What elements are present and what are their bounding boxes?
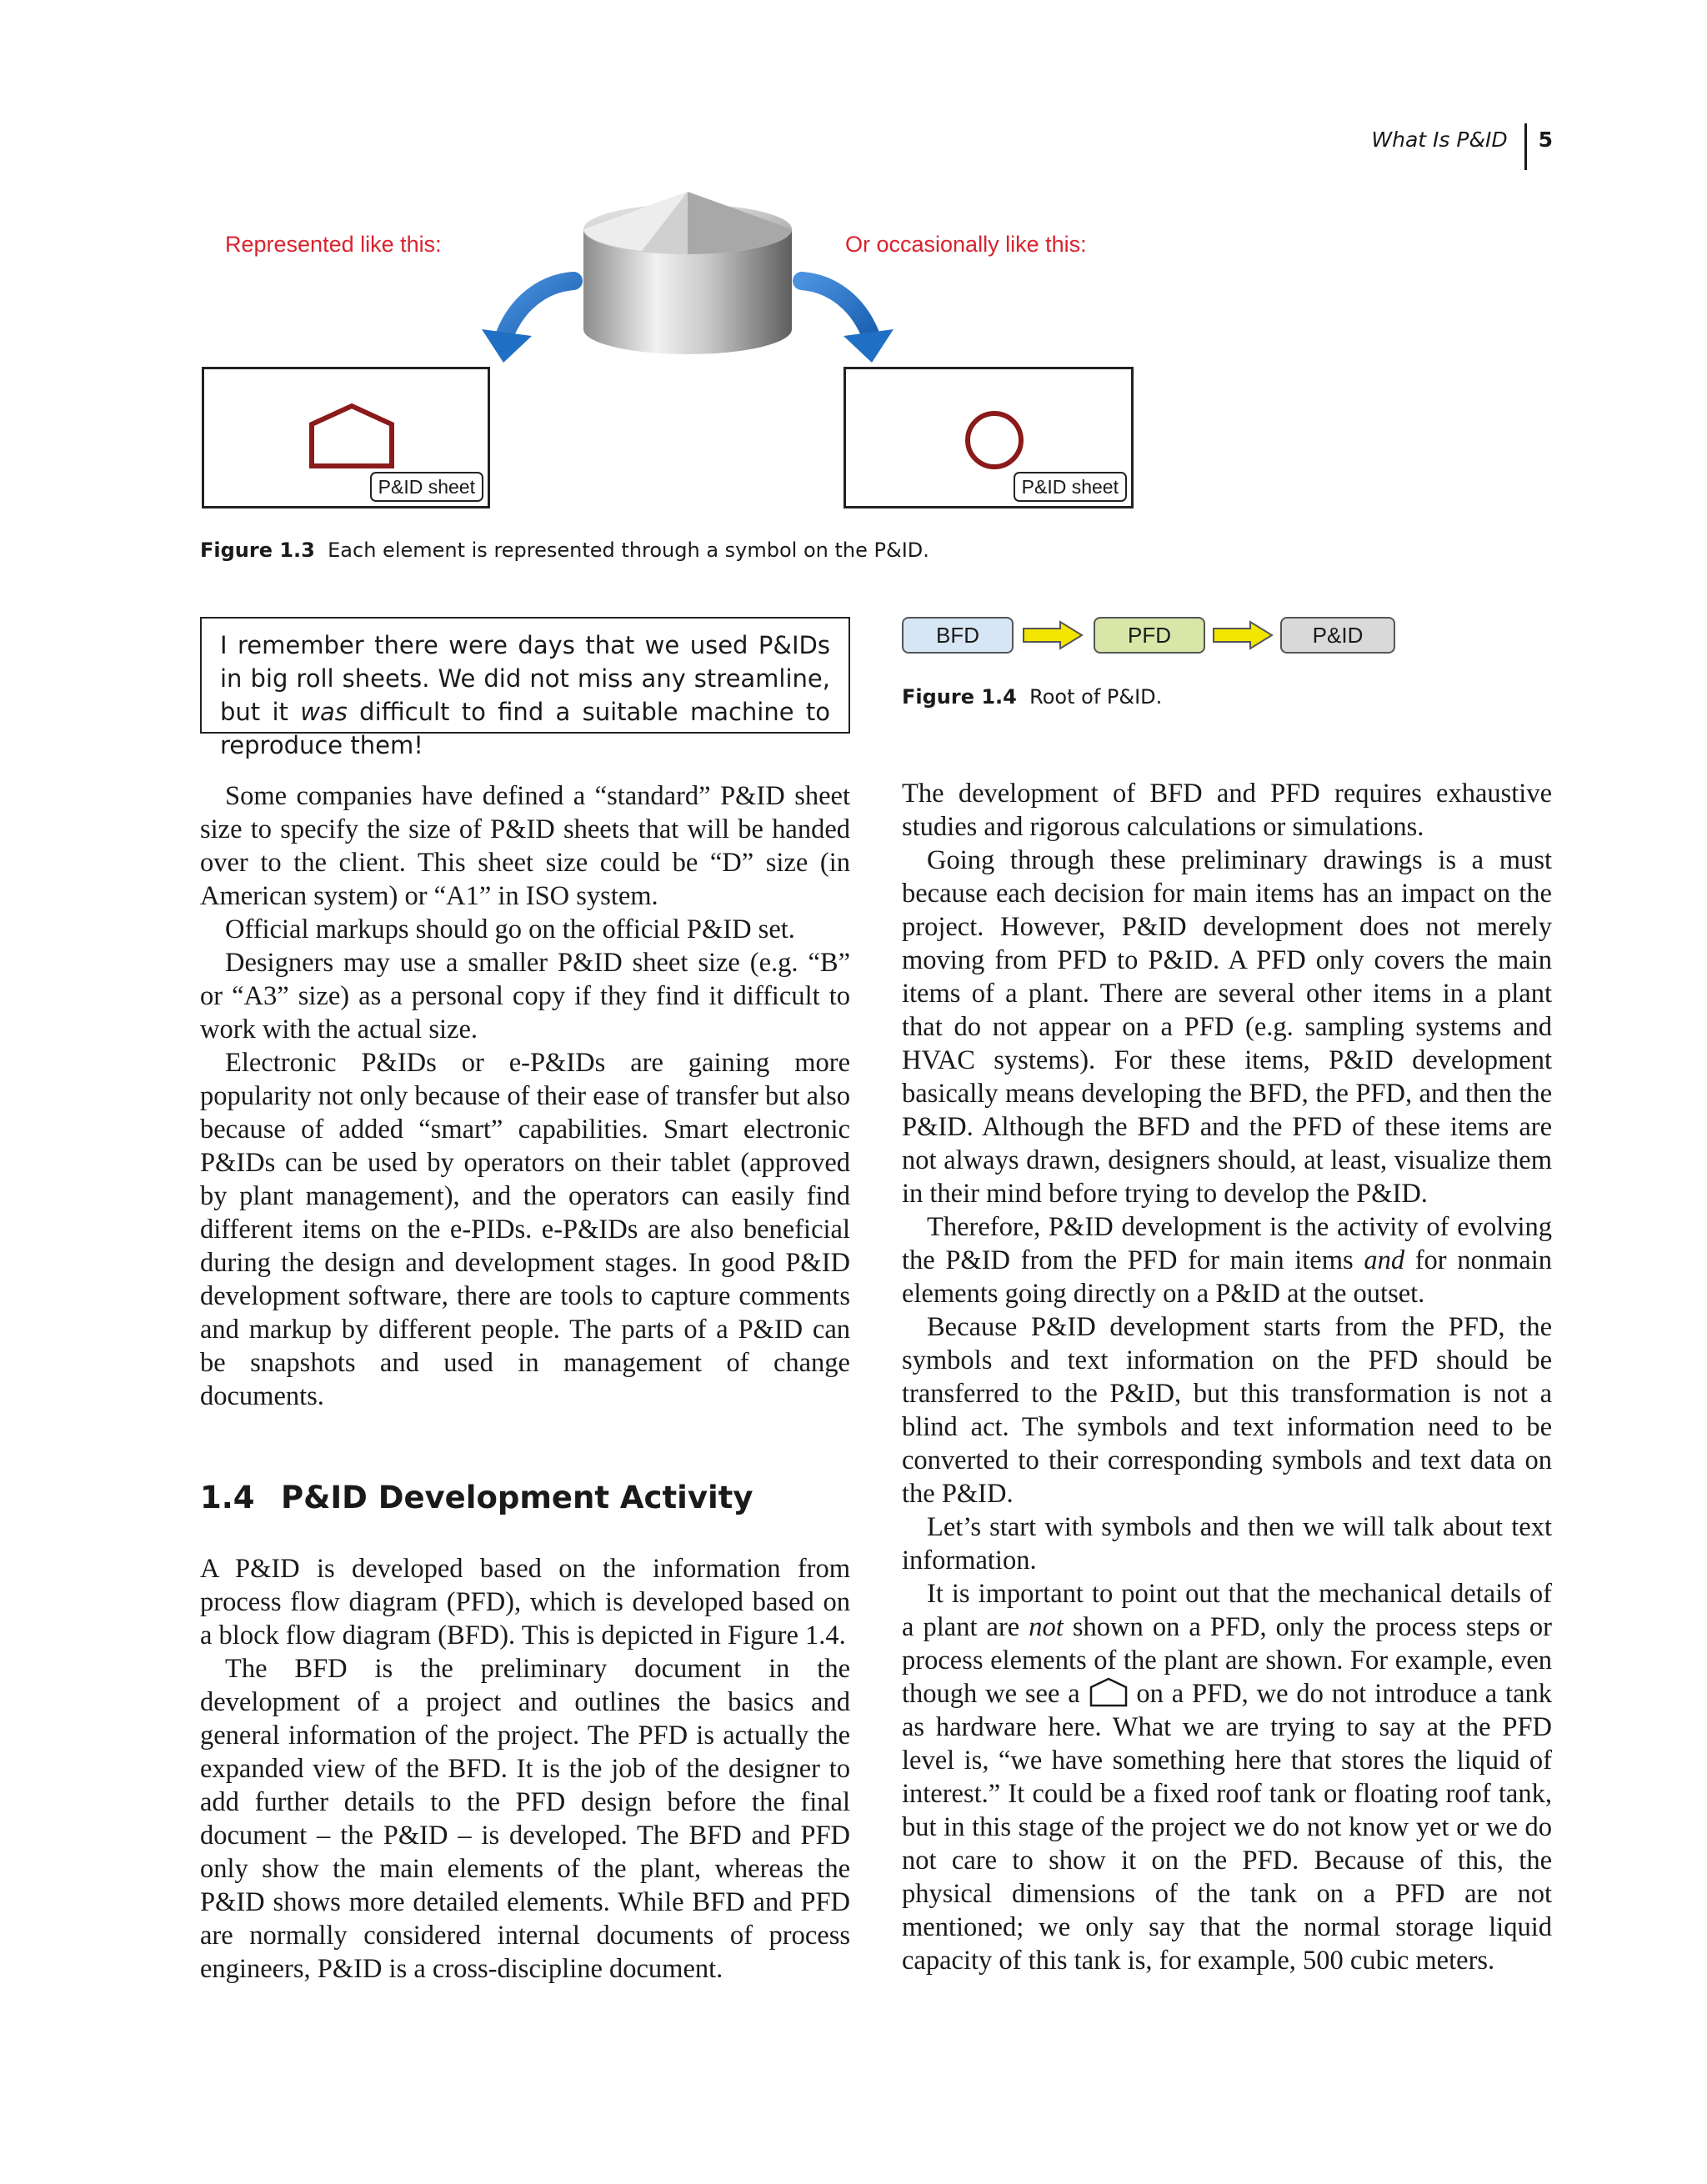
pid-sheet-right [843,367,1134,508]
paragraph: Official markups should go on the official P&ID set. [225,914,795,944]
paragraph [902,1577,1552,1977]
emphasis: not [1029,1612,1064,1642]
flow-box-bfd: BFD [902,617,1014,654]
quote-text: I remember there were days that we used P&IDs in big roll sheets. We did not miss any streamline, but it [220,631,830,726]
caption-text: Root of P&ID. [1029,685,1163,709]
right-column [902,777,1552,1977]
section-number: 1.4 [200,1480,255,1515]
cone-roof-tank-symbol-icon [308,403,396,469]
flow-box-pfd: PFD [1094,617,1205,654]
paragraph-text: shown on a PFD, only the process steps or process elements of the plant are shown. For example, even though we see a [902,1612,1552,1709]
storage-tank-illustration [467,188,900,375]
caption-text: Each element is represented through a symbol on the P&ID. [328,538,929,562]
paragraph: Some companies have defined a “standard” P&ID sheet size to specify the size of P&ID sheets that will be handed over to the client. This sheet size could be “D” size (in American system) or “A1” in ISO system. [200,781,850,911]
figure-label-left: Represented like this: [225,232,442,257]
running-header-title: What Is P&ID [1371,128,1508,152]
paragraph-text: It is important to point out that the mechanical details of a plant are [902,1579,1552,1642]
figure-1-4-caption [902,685,1162,709]
pid-sheet-left [202,367,490,508]
paragraph: The BFD is the preliminary document in the development of a project and outlines the basics and general information of the project. The PFD is actually the expanded view of the BFD. It is the job of the designer to add further details to the PFD design before the final document – the P&ID – is developed. The BFD and PFD only show the main elements of the plant, whereas the P&ID shows more detailed elements. While BFD and PFD are normally considered internal documents of process engineers, P&ID is a cross-discipline document. [200,1654,850,1984]
page-number: 5 [1538,128,1553,152]
figure-1-3-caption [200,538,929,562]
section-title: P&ID Development Activity [281,1480,753,1515]
paragraph [902,1210,1552,1310]
paragraph: The development of BFD and PFD requires exhaustive studies and rigorous calculations or simulations. [902,779,1552,842]
caption-label: Figure 1.3 [200,538,315,562]
quote-text-end: difficult to find a suitable machine to reproduce them! [220,698,831,759]
quote-emphasis: was [300,698,348,726]
inline-tank-symbol-icon [1089,1677,1129,1707]
flow-box-pid: P&ID [1280,617,1395,654]
paragraph-text: on a PFD, we do not introduce a tank as hardware here. What we are trying to say at the PFD level is, “we have something here that stores the liquid of interest.” It could be a fixed roof tank or floating roof tank, but in this stage of the project we do not know yet or we do not care to show it on the PFD. Because of this, the physical dimensions of the tank on a PFD are not mentioned; we only say that the normal storage liquid capacity of this tank is, for example, 500 cubic meters. [902,1679,1552,1976]
sheet-tag-left: P&ID sheet [370,472,483,502]
section-heading [200,1480,753,1515]
flow-arrow-icon [1022,620,1084,650]
sheet-tag-right: P&ID sheet [1014,472,1127,502]
caption-label: Figure 1.4 [902,685,1017,709]
paragraph: Electronic P&IDs or e-P&IDs are gaining more popularity not only because of their ease of transfer but also because of added “smart” capabilities. Smart electronic P&IDs can be used by operators on their tablet (approved by plant management), and the operators can easily find different items on the e-PIDs. e-P&IDs are also beneficial during the design and development stages. In good P&ID development software, there are tools to capture comments and markup by different people. The parts of a P&ID can be snapshots and used in management of change documents. [200,1048,850,1411]
paragraph: Let’s start with symbols and then we will talk about text information. [902,1512,1552,1575]
paragraph-text: Therefore, P&ID development is the activity of evolving the P&ID from the PFD for main items [902,1212,1552,1275]
paragraph: A P&ID is developed based on the information from process flow diagram (PFD), which is developed based on a block flow diagram (BFD). This is depicted in Figure 1.4. [200,1554,850,1651]
running-header [1371,123,1553,170]
paragraph: Because P&ID development starts from the PFD, the symbols and text information on the PFD should be transferred to the P&ID, but this transformation is not a blind act. The symbols and text information need to be converted to their corresponding symbols and text data on the P&ID. [902,1312,1552,1509]
circle-tank-symbol-icon [961,411,1028,478]
left-column-bottom [200,1552,850,1986]
quote-box [200,617,850,759]
emphasis: and [1364,1245,1405,1275]
paragraph: Going through these preliminary drawings is a must because each decision for main items has an impact on the project. However, P&ID development does not merely moving from PFD to P&ID. A PFD only covers the main items of a plant. There are several other items in a plant that do not appear on a PFD (e.g. sampling systems and HVAC systems). For these items, P&ID development basically means developing the BFD, the PFD, and then the P&ID. Although the BFD and the PFD of these items are not always drawn, designers should, at least, visualize them in their mind before trying to develop the P&ID. [902,845,1552,1209]
figure-label-right: Or occasionally like this: [845,232,1087,257]
paragraph: Designers may use a smaller P&ID sheet size (e.g. “B” or “A3” size) as a personal copy if they find it difficult to work with the actual size. [200,948,850,1044]
flow-arrow-icon [1212,620,1274,650]
paragraph-text: for nonmain elements going directly on a P&ID at the outset. [902,1245,1552,1309]
left-column-top [200,779,850,1413]
curved-arrow-right-icon [802,281,894,363]
curved-arrow-left-icon [482,281,573,363]
